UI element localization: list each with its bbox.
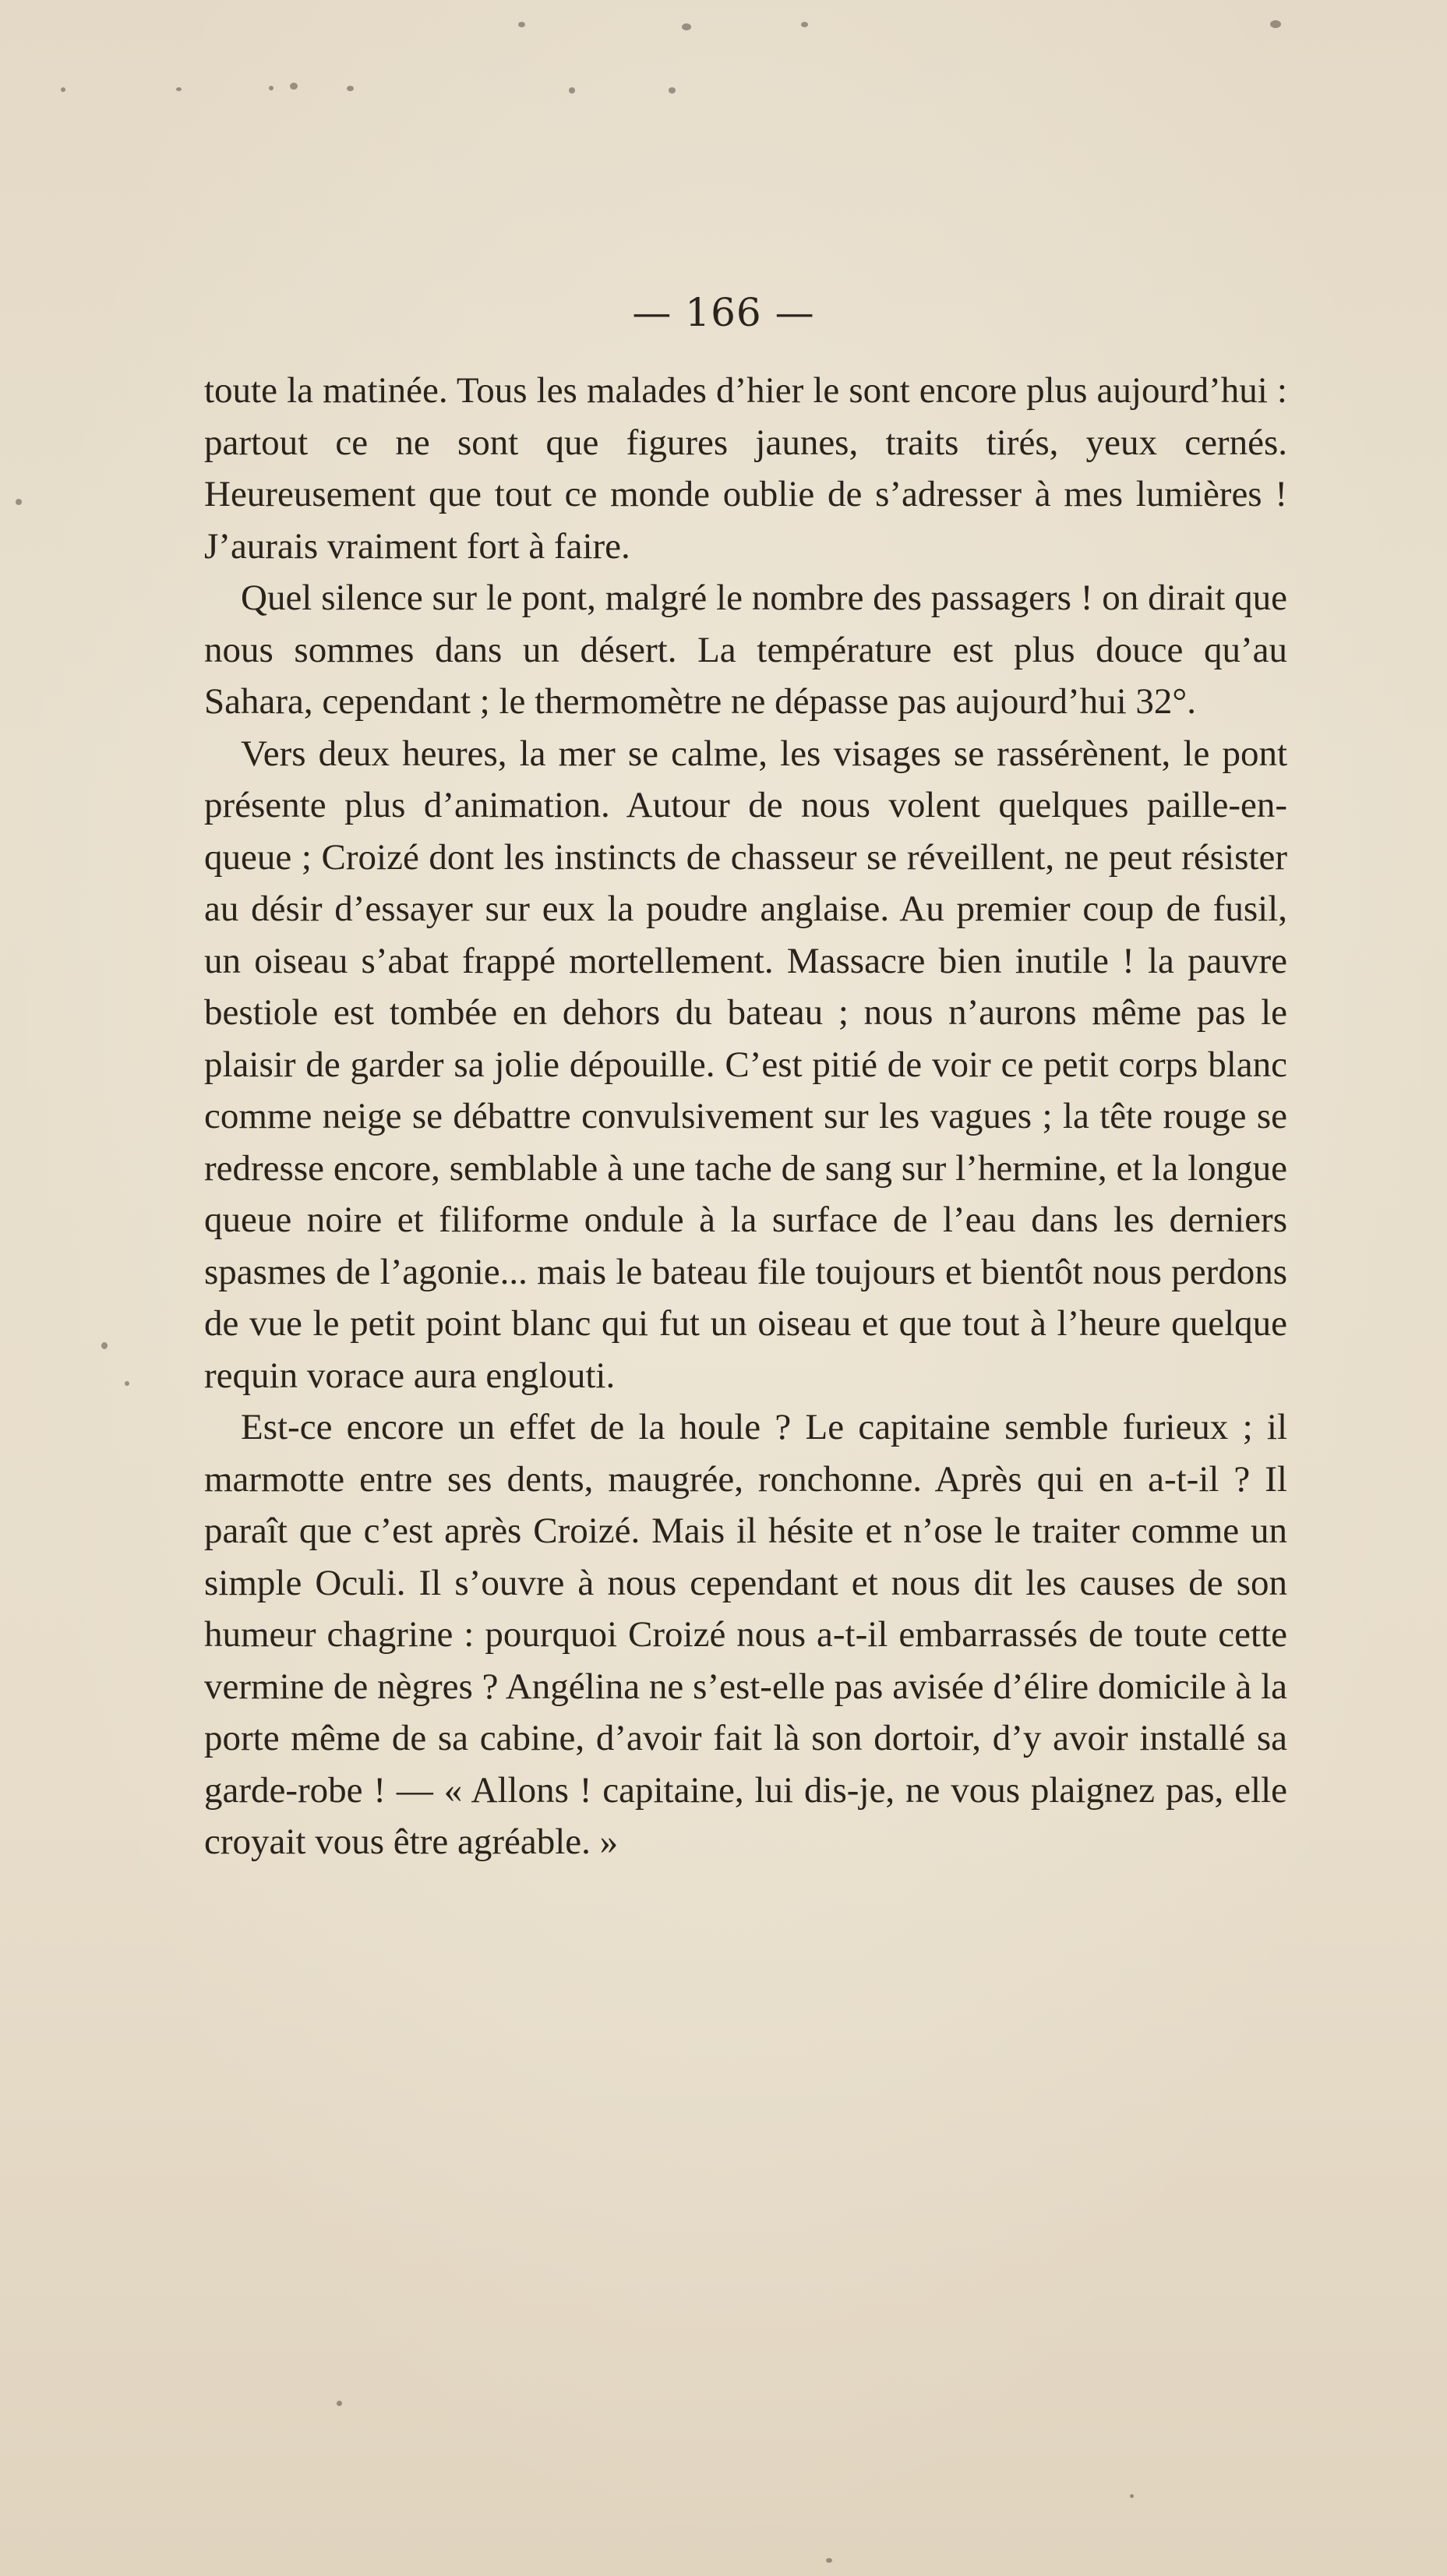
ink-speck [290,83,298,90]
paragraph: Est-ce encore un effet de la houle ? Le capitaine semble furieux ; il marmotte entre ses dents, maugrée, ronchonne. Après qui en a-t-il ? Il paraît que c’est après Croizé. Mais il hésite et n’ose le traiter comme un simple Oculi. Il s’ouvre à nous cependant et nous dit les causes de son humeur chagrine : pourquoi Croizé nous a-t-il embarrassés de toute cette vermine de nègres ? Angélina ne s’est-elle pas avisée d’élire domicile à la porte même de sa cabine, d’avoir fait là son dortoir, d’y avoir installé sa garde-robe ! — « Allons ! capitaine, lui dis-je, ne vous plaignez pas, elle croyait vous être agréable. » [204,1407,1287,1862]
ink-speck [682,23,691,30]
page-number: — 166 — [632,290,815,335]
ink-speck [61,87,65,92]
ink-speck [16,499,22,505]
ink-speck [569,87,575,94]
ink-speck [1270,20,1281,28]
body-text [204,365,1287,1868]
ink-speck [669,87,676,94]
paragraph: Vers deux heures, la mer se calme, les visages se rassérènent, le pont présente plus d’animation. Autour de nous volent quelques paille-en-queue ; Croizé dont les instincts de chasseur se réveillent, ne peut résister au désir d’essayer sur eux la poudre anglaise. Au premier coup de fusil, un oiseau s’abat frappé mortellement. Massacre bien inutile ! la pauvre bestiole est tombée en dehors du bateau ; nous n’aurons même pas le plaisir de garder sa jolie dépouille. C’est pitié de voir ce petit corps blanc comme neige se débattre convulsivement sur les vagues ; la tête rouge se redresse encore, semblable à une tache de sang sur l’hermine, et la longue queue noire et filiforme ondule à la surface de l’eau dans les derniers spasmes de l’agonie... mais le bateau file toujours et bientôt nous perdons de vue le petit point blanc qui fut un oiseau et que tout à l’heure quelque requin vorace aura englouti. [204,733,1287,1396]
ink-speck [269,86,274,90]
ink-speck [518,22,525,27]
ink-speck [347,86,354,91]
ink-speck [101,1342,108,1349]
ink-speck [1130,2494,1134,2498]
paragraph: Quel silence sur le pont, malgré le nombre des passagers ! on dirait que nous sommes dans un désert. La température est plus douce qu’au Sahara, cependant ; le thermomètre ne dépasse pas aujourd’hui 32°. [204,578,1287,722]
ink-speck [176,87,182,91]
ink-speck [801,22,808,27]
paragraph: toute la matinée. Tous les malades d’hier le sont encore plus aujourd’hui : partout ce ne sont que figures jaunes, traits tirés, yeux cernés. Heureusement que tout ce monde oublie de s’adresser à mes lumières ! J’aurais vraiment fort à faire. [204,370,1287,567]
ink-speck [337,2401,342,2406]
ink-speck [826,2558,832,2563]
ink-speck [125,1381,129,1386]
